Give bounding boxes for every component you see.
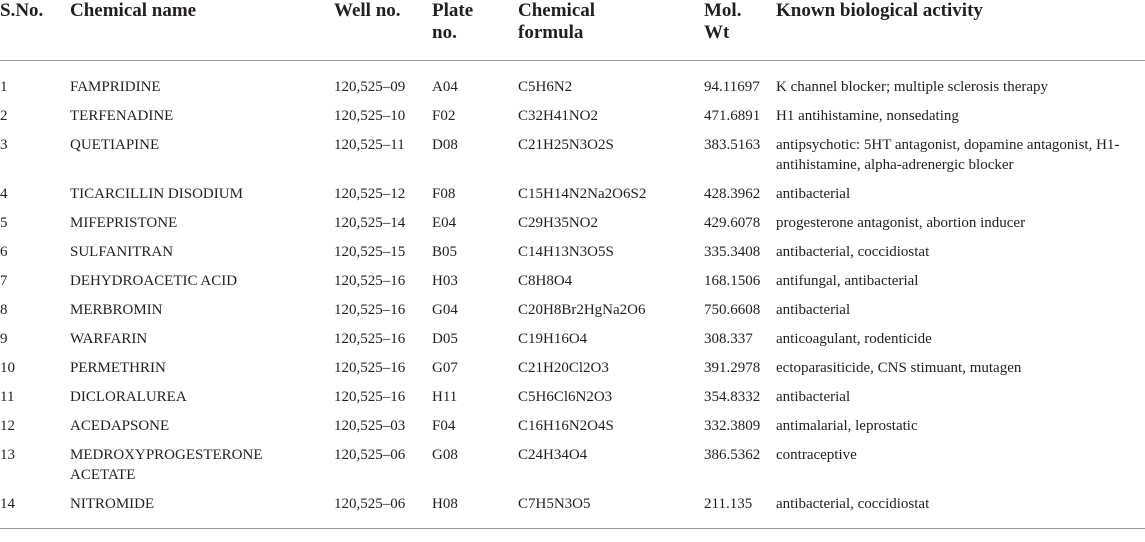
cell-formula: C5H6Cl6N2O3 xyxy=(518,389,613,405)
table-row xyxy=(0,489,1145,529)
table-row xyxy=(0,72,1145,101)
table-row xyxy=(0,440,1145,489)
header-molwt-line2: Wt xyxy=(704,22,730,43)
cell-chemical-name: MIFEPRISTONE xyxy=(70,215,178,231)
cell-mol-wt: 391.2978 xyxy=(704,360,761,376)
header-molwt-line1: Mol. xyxy=(704,0,742,21)
cell-plate-no: G07 xyxy=(432,360,458,376)
header-spacer xyxy=(0,61,1145,73)
cell-mol-wt: 168.1506 xyxy=(704,273,761,289)
cell-well-no: 120,525–06 xyxy=(334,489,432,529)
cell-activity: K channel blocker; multiple sclerosis therapy xyxy=(776,79,1048,95)
cell-sno: 6 xyxy=(0,244,8,260)
cell-mol-wt: 429.6078 xyxy=(704,215,761,231)
cell-plate-no: F08 xyxy=(432,186,456,202)
cell-chemical-name: TERFENADINE xyxy=(70,108,174,124)
cell-plate-no: E04 xyxy=(432,215,457,231)
cell-sno: 13 xyxy=(0,447,15,463)
cell-plate-no: H03 xyxy=(432,273,458,289)
cell-activity: antipsychotic: 5HT antagonist, dopamine antagonist, H1-antihistamine, alpha-adrenergic blocker xyxy=(776,137,1120,173)
cell-plate-no: H11 xyxy=(432,389,458,405)
cell-activity: contraceptive xyxy=(776,447,857,463)
table-header xyxy=(0,0,1145,72)
cell-well-no: 120,525–16 xyxy=(334,273,406,289)
cell-well-no: 120,525–10 xyxy=(334,108,406,124)
table-row xyxy=(0,324,1145,353)
cell-plate-no: B05 xyxy=(432,244,458,260)
cell-well-no: 120,525–16 xyxy=(334,360,406,376)
cell-activity: anticoagulant, rodenticide xyxy=(776,331,932,347)
cell-chemical-name: TICARCILLIN DISODIUM xyxy=(70,186,243,202)
cell-activity: ectoparasiticide, CNS stimuant, mutagen xyxy=(776,360,1022,376)
table-row xyxy=(0,382,1145,411)
cell-activity: antifungal, antibacterial xyxy=(776,273,919,289)
cell-well-no: 120,525–16 xyxy=(334,389,406,405)
header-plate-no xyxy=(432,0,518,61)
cell-formula: C16H16N2O4S xyxy=(518,418,614,434)
table-row xyxy=(0,208,1145,237)
cell-well-no: 120,525–11 xyxy=(334,137,405,153)
header-chemical-name: Chemical name xyxy=(70,0,334,61)
cell-mol-wt: 308.337 xyxy=(704,331,753,347)
cell-well-no: 120,525–09 xyxy=(334,79,406,95)
cell-well-no: 120,525–16 xyxy=(334,302,406,318)
table-row xyxy=(0,295,1145,324)
cell-formula: C15H14N2Na2O6S2 xyxy=(518,186,647,202)
cell-chemical-name: WARFARIN xyxy=(70,331,148,347)
table-row xyxy=(0,266,1145,295)
cell-mol-wt: 383.5163 xyxy=(704,137,761,153)
header-row xyxy=(0,0,1145,61)
cell-sno: 7 xyxy=(0,273,8,289)
cell-sno: 8 xyxy=(0,302,8,318)
cell-formula: C24H34O4 xyxy=(518,447,588,463)
cell-well-no: 120,525–15 xyxy=(334,244,406,260)
table-row xyxy=(0,411,1145,440)
cell-chemical-name: SULFANITRAN xyxy=(70,244,174,260)
table-body xyxy=(0,72,1145,529)
cell-plate-no: D08 xyxy=(432,137,458,153)
cell-sno: 4 xyxy=(0,186,8,202)
cell-activity: antibacterial xyxy=(776,389,851,405)
header-formula-line1: Chemical xyxy=(518,0,596,21)
cell-sno: 14 xyxy=(0,489,70,529)
cell-formula: C21H20Cl2O3 xyxy=(518,360,609,376)
cell-plate-no: A04 xyxy=(432,79,458,95)
cell-plate-no: F04 xyxy=(432,418,456,434)
cell-well-no: 120,525–06 xyxy=(334,447,406,463)
header-sno: S.No. xyxy=(0,0,70,61)
cell-plate-no: G04 xyxy=(432,302,458,318)
cell-plate-no: D05 xyxy=(432,331,458,347)
cell-activity: antimalarial, leprostatic xyxy=(776,418,918,434)
cell-sno: 11 xyxy=(0,389,15,405)
cell-well-no: 120,525–16 xyxy=(334,331,406,347)
cell-formula: C29H35NO2 xyxy=(518,215,599,231)
cell-activity: H1 antihistamine, nonsedating xyxy=(776,108,959,124)
cell-formula: C8H8O4 xyxy=(518,273,573,289)
cell-chemical-name: ACEDAPSONE xyxy=(70,418,170,434)
cell-formula: C20H8Br2HgNa2O6 xyxy=(518,302,646,318)
cell-activity: antibacterial, coccidiostat xyxy=(776,244,930,260)
cell-sno: 10 xyxy=(0,360,15,376)
cell-well-no: 120,525–03 xyxy=(334,418,406,434)
header-plate-line2: no. xyxy=(432,22,457,43)
cell-plate-no: F02 xyxy=(432,108,456,124)
cell-chemical-name: NITROMIDE xyxy=(70,489,334,529)
cell-plate-no: H08 xyxy=(432,489,518,529)
cell-chemical-name: MEDROXYPROGESTERONE ACETATE xyxy=(70,447,263,483)
header-mol-wt xyxy=(704,0,776,61)
cell-mol-wt: 211.135 xyxy=(704,489,776,529)
cell-well-no: 120,525–14 xyxy=(334,215,406,231)
cell-chemical-name: FAMPRIDINE xyxy=(70,79,161,95)
header-biological-activity: Known biological activity xyxy=(776,0,1145,61)
cell-chemical-name: MERBROMIN xyxy=(70,302,163,318)
cell-activity: antibacterial xyxy=(776,302,851,318)
cell-activity: antibacterial xyxy=(776,186,851,202)
cell-sno: 12 xyxy=(0,418,15,434)
header-plate-line1: Plate xyxy=(432,0,474,21)
cell-mol-wt: 386.5362 xyxy=(704,447,761,463)
cell-formula: C5H6N2 xyxy=(518,79,573,95)
spacer-cell xyxy=(0,61,1145,73)
cell-sno: 5 xyxy=(0,215,8,231)
cell-chemical-name: QUETIAPINE xyxy=(70,137,160,153)
table-row xyxy=(0,179,1145,208)
cell-chemical-name: DICLORALUREA xyxy=(70,389,187,405)
cell-plate-no: G08 xyxy=(432,447,458,463)
cell-sno: 3 xyxy=(0,137,8,153)
cell-formula: C14H13N3O5S xyxy=(518,244,614,260)
cell-activity: progesterone antagonist, abortion inducer xyxy=(776,215,1026,231)
cell-sno: 9 xyxy=(0,331,8,347)
cell-chemical-name: DEHYDROACETIC ACID xyxy=(70,273,238,289)
cell-activity: antibacterial, coccidiostat xyxy=(776,489,1145,529)
cell-mol-wt: 332.3809 xyxy=(704,418,761,434)
cell-mol-wt: 471.6891 xyxy=(704,108,761,124)
cell-formula: C21H25N3O2S xyxy=(518,137,614,153)
cell-sno: 1 xyxy=(0,79,8,95)
header-well-no: Well no. xyxy=(334,0,432,61)
cell-mol-wt: 335.3408 xyxy=(704,244,761,260)
cell-sno: 2 xyxy=(0,108,8,124)
cell-chemical-name: PERMETHRIN xyxy=(70,360,166,376)
cell-formula: C32H41NO2 xyxy=(518,108,599,124)
cell-formula: C19H16O4 xyxy=(518,331,588,347)
cell-formula: C7H5N3O5 xyxy=(518,489,704,529)
header-formula-line2: formula xyxy=(518,22,584,43)
cell-mol-wt: 428.3962 xyxy=(704,186,761,202)
table-row xyxy=(0,130,1145,179)
table-row xyxy=(0,353,1145,382)
cell-mol-wt: 750.6608 xyxy=(704,302,761,318)
header-chemical-formula xyxy=(518,0,704,61)
cell-well-no: 120,525–12 xyxy=(334,186,406,202)
table-row xyxy=(0,237,1145,266)
table-row xyxy=(0,101,1145,130)
cell-mol-wt: 354.8332 xyxy=(704,389,761,405)
cell-mol-wt: 94.11697 xyxy=(704,79,760,95)
